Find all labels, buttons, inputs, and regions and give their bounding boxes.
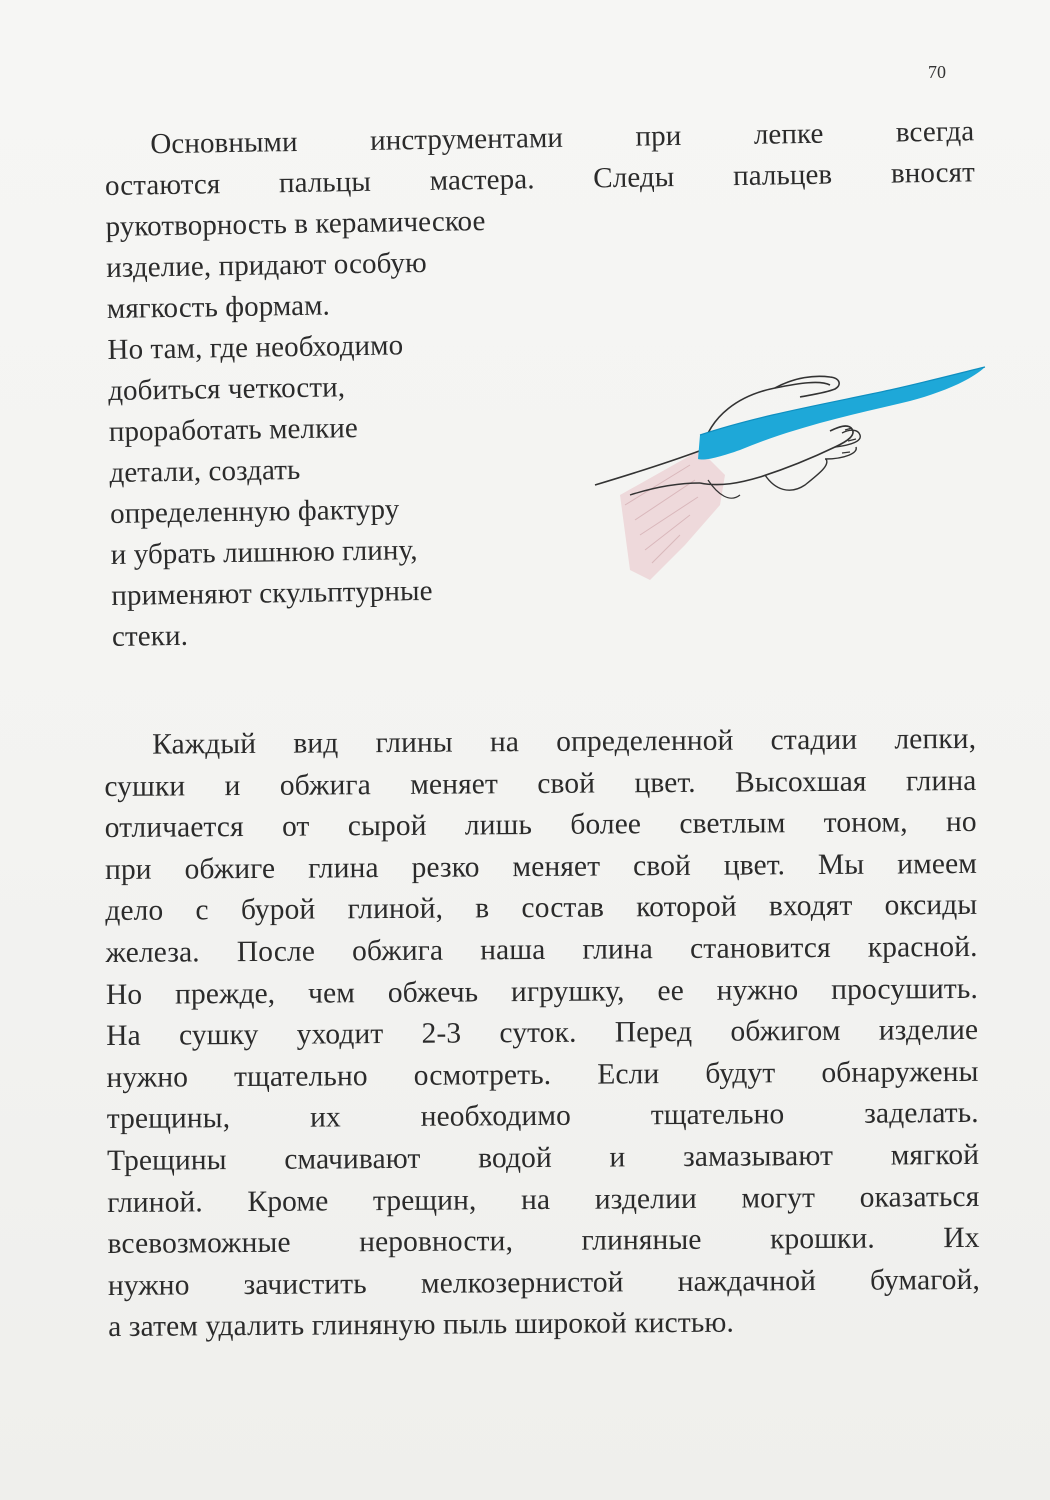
page-number: 70	[928, 62, 946, 82]
text-line: а затем удалить глиняную пыль широкой кистью.	[108, 1306, 735, 1344]
text-line: Трещины смачивают водой и замазывают мягкой	[106, 1138, 980, 1177]
text-line: детали, создать	[109, 453, 301, 489]
text-line: и убрать лишнюю глину,	[110, 534, 418, 571]
text-line: нужно тщательно осмотреть. Если будут обнаружены	[106, 1055, 979, 1094]
text-line: глиной. Кроме трещин, на изделии могут оказаться	[107, 1180, 980, 1219]
text-line: трещины, их необходимо тщательно заделать.	[106, 1097, 979, 1136]
text-line: дело с бурой глиной, в состав которой входят оксиды	[105, 889, 978, 928]
text-line: На сушку уходит 2-3 суток. Перед обжигом изделие	[106, 1014, 979, 1053]
text-line: при обжиге глина резко меняет свой цвет. Мы имеем	[104, 847, 978, 886]
text-line: Основными инструментами при лепке всегда	[150, 115, 975, 161]
text-line: проработать мелкие	[108, 412, 359, 448]
text-line: изделие, придают особую	[105, 246, 427, 284]
text-line: применяют скульптурные	[111, 574, 433, 612]
text-line: Но там, где необходимо	[107, 329, 404, 366]
text-line: железа. После обжига наша глина становится красной.	[105, 930, 978, 969]
text-line: стеки.	[111, 619, 189, 653]
text-line: рукотворность в керамическое	[105, 205, 486, 243]
text-line: определенную фактуру	[109, 493, 400, 530]
text-line: всевозможные неровности, глиняные крошки. Их	[107, 1222, 980, 1261]
text-line: добиться четкости,	[107, 371, 346, 407]
hand-holding-stack-icon	[590, 355, 990, 585]
paragraph-clay-color	[104, 719, 980, 1349]
text-line: Каждый вид глины на определенной стадии лепки,	[152, 722, 977, 761]
text-line: Но прежде, чем обжечь игрушку, ее нужно просушить.	[105, 972, 978, 1011]
text-line: остаются пальцы мастера. Следы пальцев вносят	[104, 156, 976, 202]
text-line: отличается от сырой лишь более светлым тоном, но	[104, 806, 977, 845]
text-line: мягкость формам.	[106, 289, 331, 325]
text-line: нужно зачистить мелкозернистой наждачной бумагой,	[107, 1263, 981, 1302]
text-line: сушки и обжига меняет свой цвет. Высохшая глина	[104, 764, 977, 803]
